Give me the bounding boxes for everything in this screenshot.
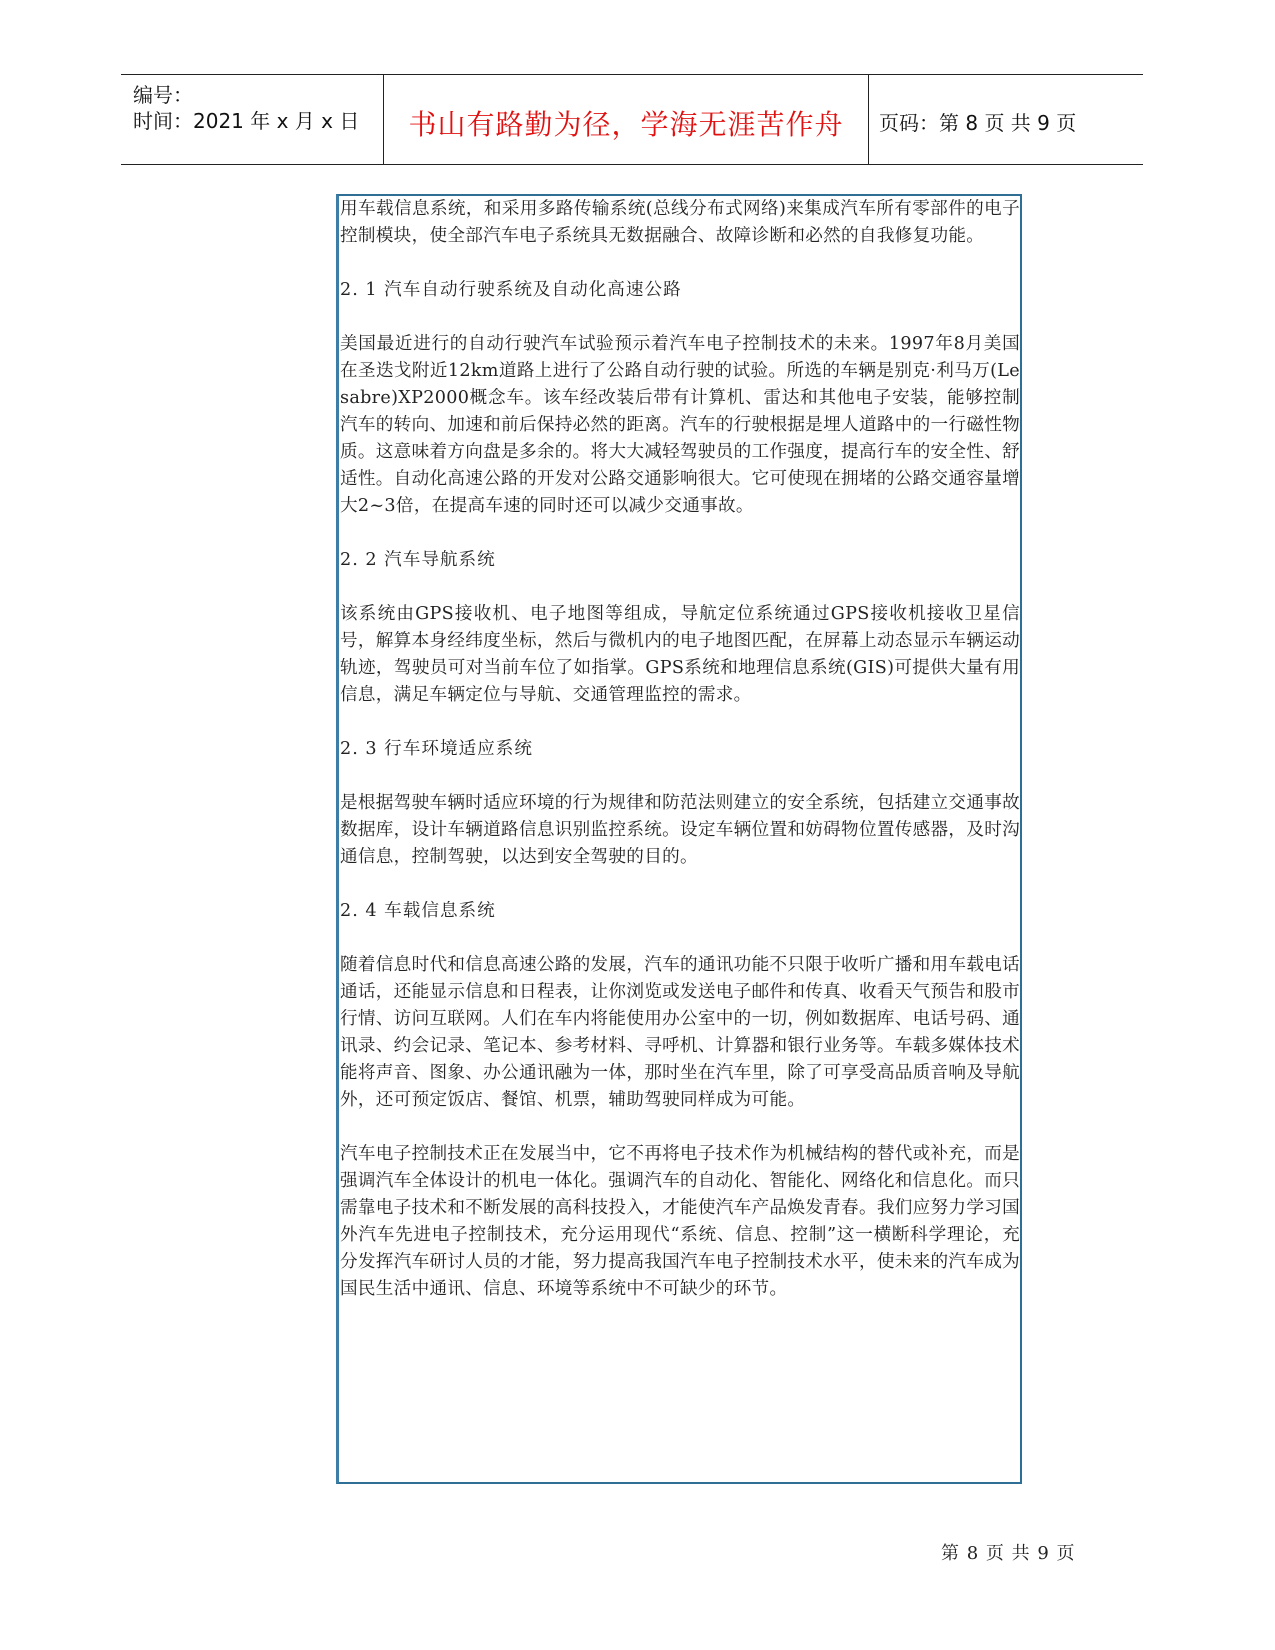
header-motto-cell: [384, 75, 869, 164]
paragraph: 随着信息时代和信息高速公路的发展，汽车的通讯功能不只限于收听广播和用车载电话通话，还能显示信息和日程表，让你浏览或发送电子邮件和传真、收看天气预告和股市行情、访问互联网。人们在车内将能使用办公室中的一切，例如数据库、电话号码、通讯录、约会记录、笔记本、参考材料、寻呼机、计算器和银行业务等。车载多媒体技术能将声音、图象、办公通讯融为一体，那时坐在汽车里，除了可享受高品质音响及导航外，还可预定饭店、餐馆、机票，辅助驾驶同样成为可能。: [340, 955, 1020, 1110]
section-heading: 2. 4 车载信息系统: [340, 901, 496, 921]
document-body: [340, 196, 1020, 1303]
page-header: [121, 74, 1143, 165]
paragraph: 用车载信息系统，和采用多路传输系统(总线分布式网络)来集成汽车所有零部件的电子控制模块，使全部汽车电子系统具无数据融合、故障诊断和必然的自我修复功能。: [340, 199, 1020, 246]
page-info: 页码：第 8 页 共 9 页: [879, 111, 1077, 135]
header-meta-cell: [121, 75, 384, 164]
paragraph: 汽车电子控制技术正在发展当中，它不再将电子技术作为机械结构的替代或补充，而是强调汽车全体设计的机电一体化。强调汽车的自动化、智能化、网络化和信息化。而只需靠电子技术和不断发展的高科技投入，才能使汽车产品焕发青春。我们应努力学习国外汽车先进电子控制技术，充分运用现代“系统、信息、控制”这一横断科学理论，充分发挥汽车研讨人员的才能，努力提高我国汽车电子控制技术水平，使未来的汽车成为国民生活中通讯、信息、环境等系统中不可缺少的环节。: [340, 1144, 1020, 1299]
paragraph: 是根据驾驶车辆时适应环境的行为规律和防范法则建立的安全系统，包括建立交通事故数据库，设计车辆道路信息识别监控系统。设定车辆位置和妨碍物位置传感器，及时沟通信息，控制驾驶，以达到安全驾驶的目的。: [340, 793, 1020, 867]
paragraph: 美国最近进行的自动行驶汽车试验预示着汽车电子控制技术的未来。1997年8月美国在圣迭戈附近12km道路上进行了公路自动行驶的试验。所选的车辆是别克·利马万(Le sabre)XP2000概念车。该车经改装后带有计算机、雷达和其他电子安装，能够控制汽车的转向、加速和前后保持必然的距离。汽车的行驶根据是埋人道路中的一行磁性物质。这意味着方向盘是多余的。将大大减轻驾驶员的工作强度，提高行车的安全性、舒适性。自动化高速公路的开发对公路交通影响很大。它可使现在拥堵的公路交通容量增大2~3倍，在提高车速的同时还可以减少交通事故。: [340, 334, 1020, 516]
section-heading: 2. 2 汽车导航系统: [340, 550, 496, 570]
time-label: 时间：2021 年 x 月 x 日: [133, 109, 360, 133]
header-page-cell: [869, 75, 1143, 164]
section-heading: 2. 3 行车环境适应系统: [340, 739, 533, 759]
page-footer: 第 8 页 共 9 页: [941, 1543, 1076, 1564]
motto-text: 书山有路勤为径，学海无涯苦作舟: [408, 107, 844, 141]
number-label: 编号：: [133, 83, 193, 107]
section-heading: 2. 1 汽车自动行驶系统及自动化高速公路: [340, 280, 682, 300]
paragraph: 该系统由GPS接收机、电子地图等组成，导航定位系统通过GPS接收机接收卫星信号，解算本身经纬度坐标，然后与微机内的电子地图匹配，在屏幕上动态显示车辆运动轨迹，驾驶员可对当前车位了如指掌。GPS系统和地理信息系统(GIS)可提供大量有用信息，满足车辆定位与导航、交通管理监控的需求。: [340, 604, 1020, 705]
